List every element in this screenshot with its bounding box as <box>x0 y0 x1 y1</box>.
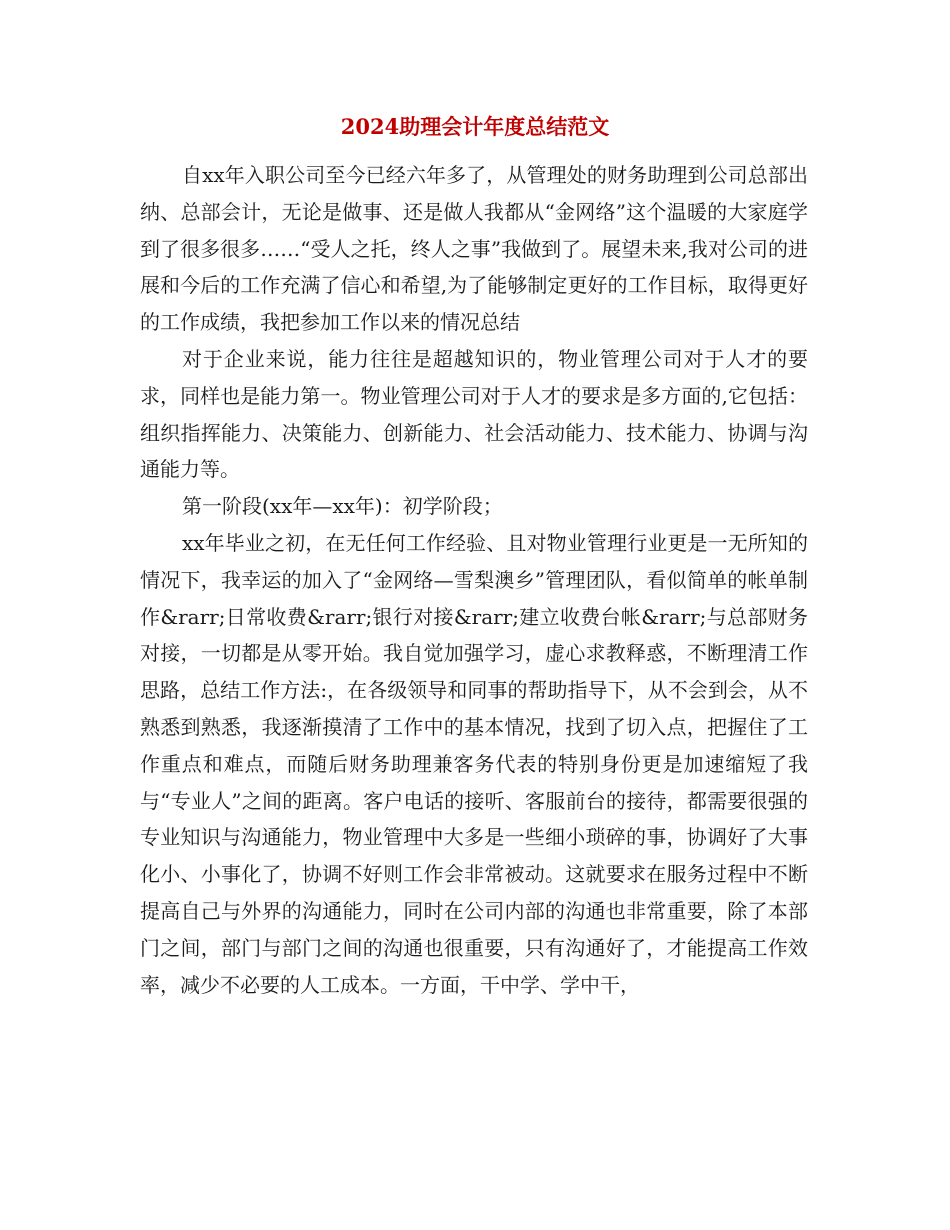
paragraph-ability: 对于企业来说，能力往往是超越知识的，物业管理公司对于人才的要求，同样也是能力第一。物业管理公司对于人才的要求是多方面的,它包括：组织指挥能力、决策能力、创新能力、社会活动能力、技术能力、协调与沟通能力等。 <box>140 346 808 482</box>
paragraph-stage-heading: 第一阶段(xx年—xx年)：初学阶段； <box>182 494 503 519</box>
document-body <box>140 157 808 1003</box>
paragraph-stage-detail: xx年毕业之初，在无任何工作经验、且对物业管理行业更是一无所知的情况下，我幸运的加入了“金网络—雪梨澳乡”管理团队，看似简单的帐单制作&rarr;日常收费&rarr;银行对接&rarr;建立收费台帐&rarr;与总部财务对接，一切都是从零开始。我自觉加强学习，虚心求教释惑，不断理清工作思路，总结工作方法:，在各级领导和同事的帮助指导下，从不会到会，从不熟悉到熟悉，我逐渐摸清了工作中的基本情况，找到了切入点，把握住了工作重点和难点，而随后财务助理兼客务代表的特别身份更是加速缩短了我与“专业人”之间的距离。客户电话的接听、客服前台的接待，都需要很强的专业知识与沟通能力，物业管理中大多是一些细小琐碎的事，协调好了大事化小、小事化了，协调不好则工作会非常被动。这就要求在服务过程中不断提高自己与外界的沟通能力，同时在公司内部的沟通也非常重要，除了本部门之间，部门与部门之间的沟通也很重要，只有沟通好了，才能提高工作效率，减少不必要的人工成本。一方面，干中学、学中干， <box>140 530 808 997</box>
paragraph-intro: 自xx年入职公司至今已经六年多了，从管理处的财务助理到公司总部出纳、总部会计，无论是做事、还是做人我都从“金网络”这个温暖的大家庭学到了很多很多……“受人之托，终人之事”我做到了。展望未来,我对公司的进展和今后的工作充满了信心和希望,为了能够制定更好的工作目标，取得更好的工作成绩，我把参加工作以来的情况总结 <box>140 163 808 335</box>
document-title: 2024助理会计年度总结范文 <box>340 114 610 139</box>
